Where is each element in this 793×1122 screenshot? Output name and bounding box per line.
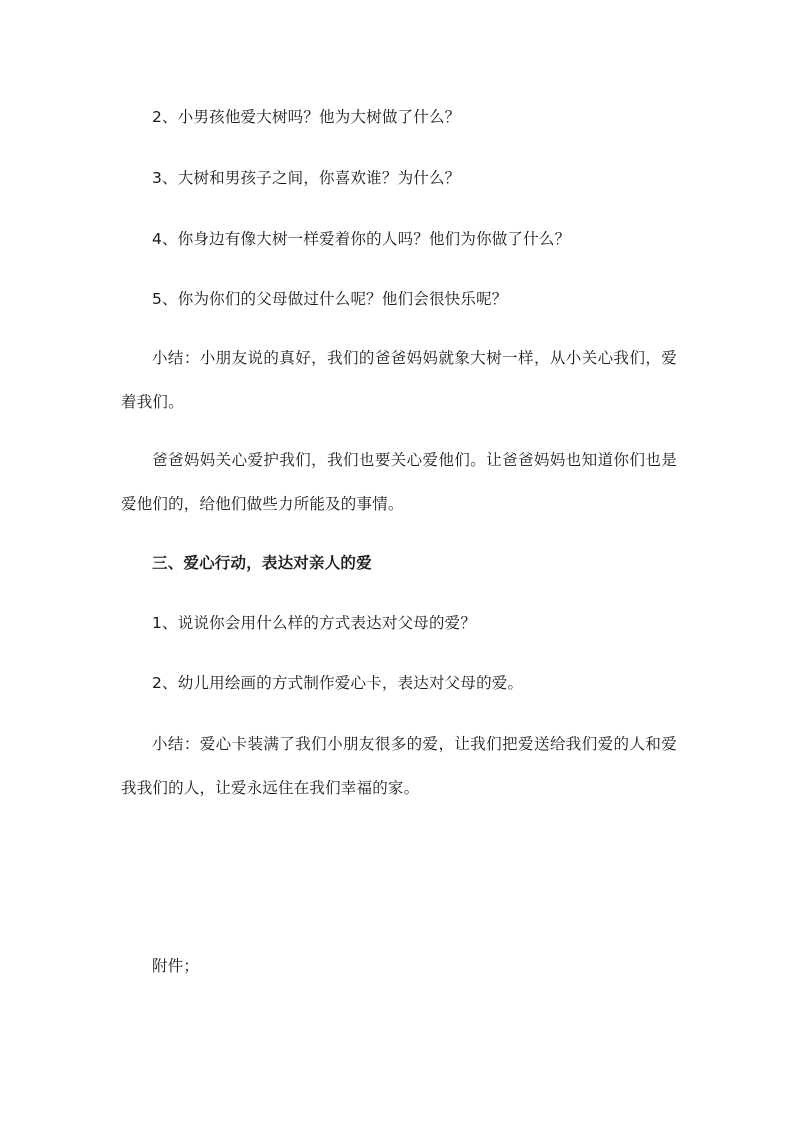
question-5: 5、你为你们的父母做过什么呢？他们会很快乐呢？ — [152, 290, 508, 308]
section-3-question-1: 1、说说你会用什么样的方式表达对父母的爱？ — [152, 614, 477, 632]
attachment-label: 附件； — [152, 957, 200, 975]
question-2: 2、小男孩他爱大树吗？他为大树做了什么？ — [152, 108, 461, 126]
question-4: 4、你身边有像大树一样爱着你的人吗？他们为你做了什么？ — [152, 230, 571, 248]
section-3-question-2: 2、幼儿用绘画的方式制作爱心卡，表达对父母的爱。 — [152, 674, 524, 692]
summary-paragraph-1-continued: 爸爸妈妈关心爱护我们，我们也要关心爱他们。让爸爸妈妈也知道你们也是爱他们的，给他们做些力所能及的事情。 — [121, 451, 677, 513]
section-3-heading: 三、爱心行动，表达对亲人的爱 — [152, 554, 372, 572]
summary-paragraph-1: 小结：小朋友说的真好，我们的爸爸妈妈就象大树一样，从小关心我们，爱着我们。 — [121, 349, 677, 411]
question-3: 3、大树和男孩子之间，你喜欢谁？为什么？ — [152, 169, 461, 187]
summary-paragraph-2: 小结：爱心卡装满了我们小朋友很多的爱，让我们把爱送给我们爱的人和爱我我们的人，让爱永远住在我们幸福的家。 — [121, 735, 677, 797]
